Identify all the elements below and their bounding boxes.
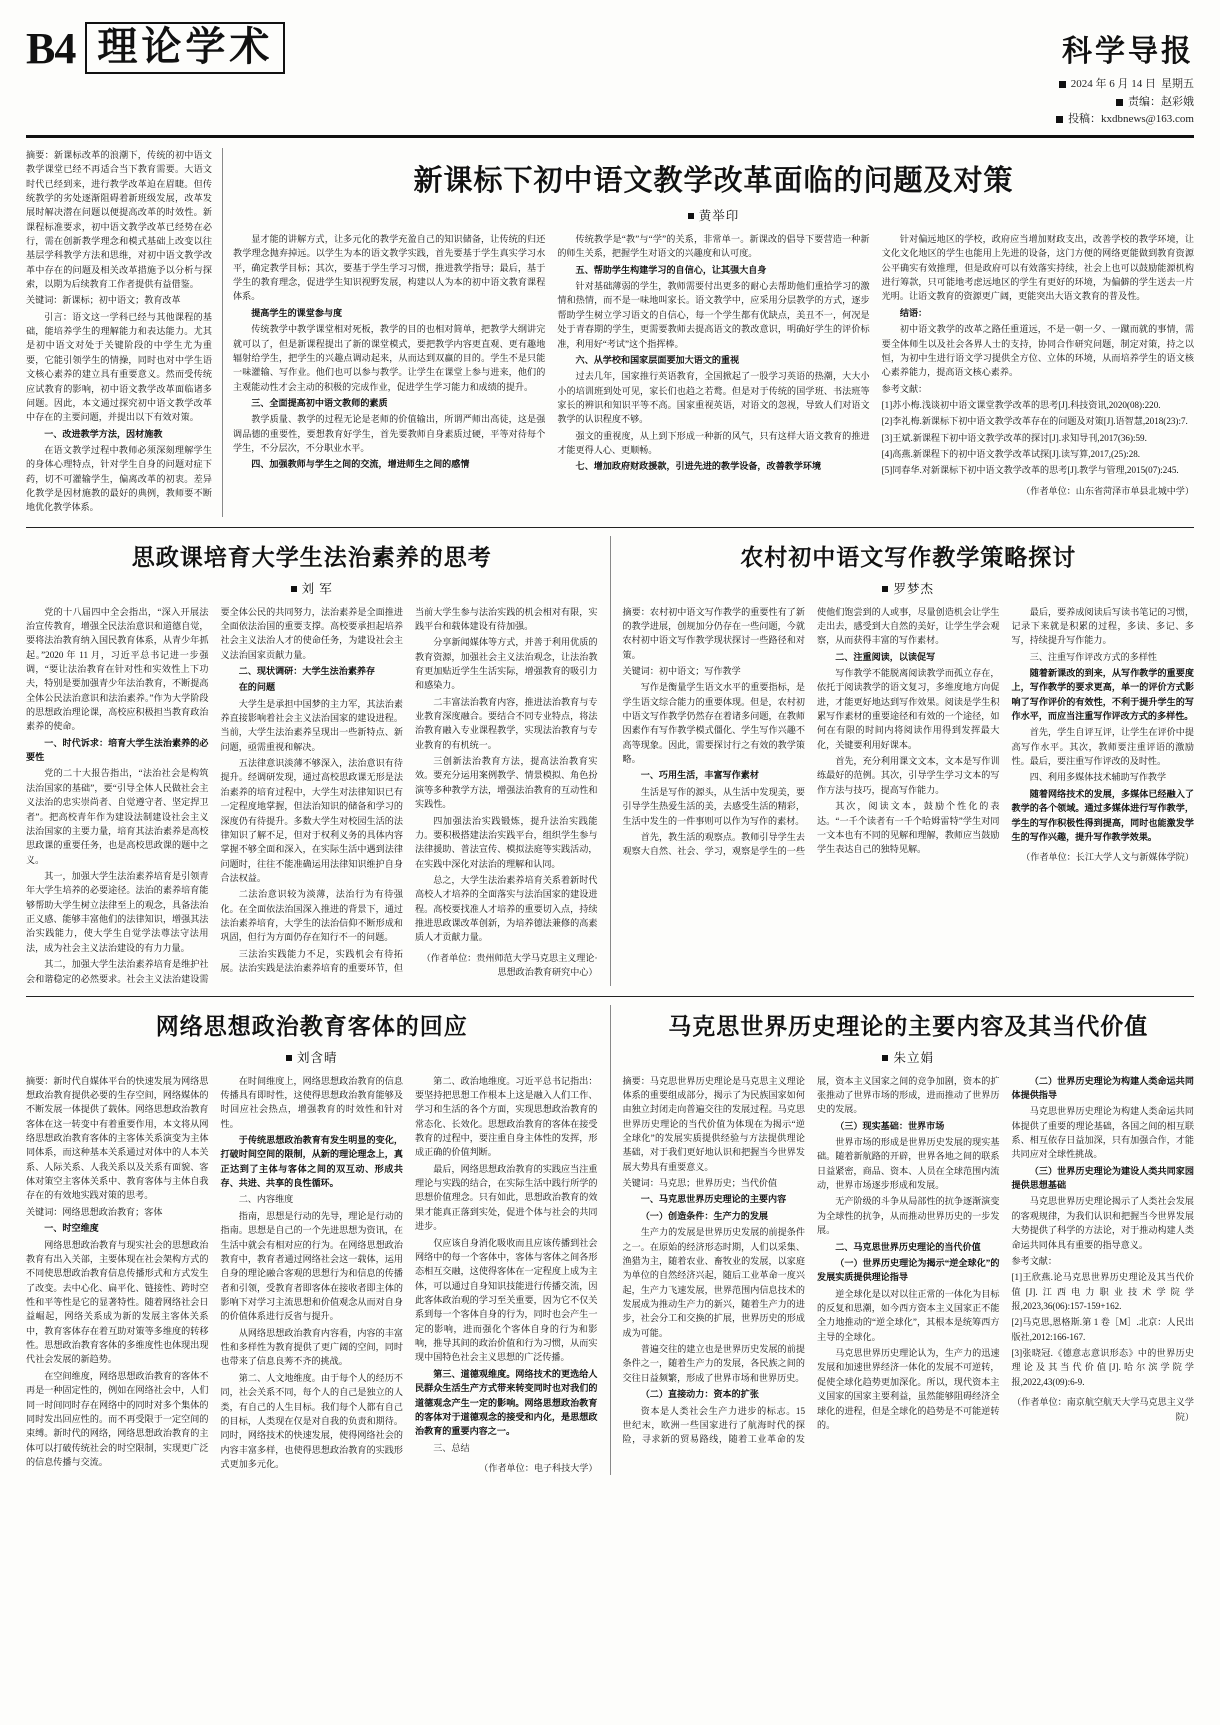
lead-p20: [4]高燕.新课程下的初中语文教学改革试探[J].读写算,2017,(25):28. — [881, 449, 1141, 460]
a2-p5: 二、现状调研：大学生法治素养存 — [238, 665, 376, 676]
a4-p2: 一、时空维度 — [44, 1223, 99, 1234]
lead-abstract-p4: 在语文教学过程中教师必须深刻理解学生的身体心理特点，针对学生自身的问题对症下药，切不可灌输学生，偏离改革的初衷。差异化教学是因材施教的最好的典例，教师要不断地优化教学体系。 — [26, 444, 212, 513]
article5-signature: （作者单位：南京航空航天大学马克思主义学院） — [1012, 1397, 1194, 1422]
a2-p3: 其一，加强大学生法治素养培育是引领青年大学生培养的必要途径。法治的素养培育能够帮助大学生树立法律至上的观念，具备法治正义感、能够丰富他们的法律知识，增强其法治实践能力，使大学生自觉学法尊法守法用法，成为社会主义法治建设的有力力量。 — [26, 870, 209, 953]
a5-p18: 马克思世界历史理论揭示了人类社会发展的客观规律，为我们认识和把握当今世界发展大势提供了科学的方法论，对于推动构建人类命运共同体具有重要的指导意义。 — [1011, 1196, 1194, 1250]
masthead-date-row — [1056, 76, 1194, 94]
a2-p14: 四加强法治实践锻炼，提升法治实践能力。要积极搭建法治实践平台，组织学生参与法律援助、普法宣传、模拟法庭等实践活动，在实践中深化对法治的理解和认同。 — [415, 815, 598, 869]
lead-p16: 参考文献： — [881, 383, 928, 394]
lead-p17: [1]苏小梅.浅谈初中语文课堂教学改革的思考[J].科技资讯,2020(08):220. — [881, 399, 1161, 410]
lead-p8: 针对基础薄弱的学生，教师需要付出更多的耐心去帮助他们重拾学习的激情和热情，而不是一味地叫家长。语文教学中，应采用分层教学的方式，逐步帮助学生树立学习语文的自信心，每一个学生都有优缺点，美丑不一，何况是处于青春期的学生，更需要教师去提高语文的教改意识，明确好学生的评价标准，利用好“考试”这个指挥棒。 — [557, 281, 870, 349]
a2-p15: 总之，大学生法治素养培育关系着新时代高校人才培养的全面落实与法治国家的建设进程。高校要找准人才培养的重要切入点，持续推进思政课改革创新，为培养德法兼修的高素质人才贡献力量。 — [415, 874, 598, 943]
lead-p21: [5]同春华.对新课标下初中语文教学改革的思考[J].教学与管理,2015(07):245. — [881, 465, 1179, 476]
a2-p6: 在的问题 — [238, 682, 276, 693]
a4-p14: 第三、道德观维度。网络技术的更选给人民群众生活生产方式带来转变同时也对我们的道德观念产生一定的影响。网络思想政治教育的客体对于道德观念的接受和内化，是思想政治教育的重要内容之一。 — [415, 1368, 598, 1437]
a3-p0: 摘要：农村初中语文写作教学的重要性有了新的教学进展，创规加分仍存在一些问题，今就农村初中语文写作教学现状探讨一些路径和对策。 — [622, 606, 805, 660]
a4-p6: 于传统思想政治教育有发生明显的变化，打破时间空间的限制，从新的理论理念上，真正达到了主体与客体之间的双互动、形成共存、共进、共享的良性循环。 — [220, 1135, 403, 1189]
a4-p9: 从网络思想政治教育内容看，内容的丰富性和多样性为教育提供了更广阔的空间，同时也带来了信息良莠不齐的挑战。 — [220, 1327, 403, 1367]
a5-p14: 马克思世界历史理论认为，生产力的迅速发展和加速世界经济一体化的发展不可逆转，促使全球化趋势更加深化。所以，现代资本主义国家的国家主要利益，虽然能够阻碍经济全球化的进程，但是全球化的趋势是不可能逆转的。 — [817, 1348, 1000, 1430]
a5-p12: （一）世界历史理论为揭示“逆全球化”的发展实质提供理论指导 — [817, 1257, 1000, 1283]
bullet-icon — [688, 213, 694, 219]
a3-p6: 二、注重阅读，以读促写 — [835, 651, 936, 662]
lead-abstract-p0: 摘要：新课标改革的浪潮下，传统的初中语文教学课堂已经不再适合当下教育需要。大语文时代已经到来，进行教学改革迫在眉睫。但传统教学的劣处逐渐阻碍着新班级发展，改革发展时解决潜在问题以便提高改革的时效性。新课程标准要求，初中语文教学改革已经势在必行，需在创新教学理念和模式基础上改变以往基层学科教学方法和思维，对初中语文教学改革中存在的问题及相关改革措施予以分析与探索，以期为后续教育工作者提供有益借鉴。 — [26, 149, 212, 290]
a5-p1: 关键词：马克思；世界历史；当代价值 — [622, 1178, 778, 1189]
a5-p22: [3]张晓冠.《德意志意识形态》中的世界历史理论及其当代价值[J].哈尔滨学院学报,2022,43(09):6-9. — [1011, 1348, 1194, 1387]
masthead-editor-row — [1056, 94, 1194, 112]
section-title-box — [85, 22, 285, 74]
article4-author: 刘含晴 — [296, 1050, 338, 1065]
masthead-editor: 责编：赵彩娥 — [1128, 95, 1194, 108]
a4-p15: 三、总结 — [433, 1442, 470, 1453]
a2-p10: 三法治实践能力不足，实践机会有待拓展。法治实践是法治素养培育的重要环节，但当前大学生参与法治实践的机会相对有限，实践平台和载体建设有待加强。 — [220, 606, 598, 974]
a3-p11: 三、注重写作评改方式的多样性 — [1029, 651, 1158, 662]
lead-abstract-p3: 一、改进教学方法，因材施教 — [44, 428, 163, 439]
a5-p2: 一、马克思世界历史理论的主要内容 — [640, 1194, 787, 1205]
a5-p21: [2]马克思,恩格斯.第 1 卷［M］.北京：人民出版社,2012:166-167. — [1011, 1317, 1194, 1342]
a5-p4: 生产力的发展是世界历史发展的前提条件之一。在原始的经济形态时期，人们以采集、渔猎为主，随着农业、畜牧业的发展，以家庭为单位的自然经济兴起，随后工业革命一度兴起，生产力飞速发展，世界范围内信息技术的发展成为推动生产力的新兴，随着生产力的进步，社会分工和交换的扩展，世界历史的形成成为可能。 — [622, 1227, 805, 1338]
a5-p5: 普遍交往的建立也是世界历史发展的前提条件之一，随着生产力的发展，各民族之间的交往日益频繁，形成了世界市场和世界历史。 — [622, 1344, 805, 1383]
lead-p13: 针对偏远地区的学校，政府应当增加财政支出，改善学校的教学环境，让文化文化地区的学生也能用上先进的设备，这门方便的网络更能做到教育资源公平确实有效推理，但是政府可以有效落实持续，社会上也可以鼓励能源机构进行筹款，只可能地考虑远地区的学生有更好的环境，为偏僻的学生送去一片光明。让语文教育的资源更广阔，更能突出大语文教育的普及性。 — [881, 234, 1194, 302]
a4-p7: 二、内容维度 — [238, 1194, 294, 1205]
lead-p1: 提高学生的课堂参与度 — [251, 307, 343, 318]
article-network-ideology — [26, 1005, 610, 1475]
masthead-left — [26, 22, 285, 74]
bullet-icon — [291, 586, 297, 592]
lead-p2: 传统教学中教学课堂相对死板，教学的目的也相对简单，把教学大纲讲完就可以了，但是新课程提出了新的课堂模式，要把教学内容更直观、更有趣地辐射给学生，把学生的兴趣点调动起来，从而达到双赢的目的。学生不是只能一味灌输、写作业。他们也可以参与教学。让学生在课堂上参与进来，他们的主观能动性才会主动的积极的完成作业，促进学生学习能力和成绩的提升。 — [233, 324, 546, 392]
a2-p13: 三创新法治教育方法，提高法治教育实效。要充分运用案例教学、情景模拟、角色扮演等多种教学方法，增强法治教育的互动性和实践性。 — [415, 756, 598, 810]
divider — [26, 996, 1194, 997]
lead-main-column — [222, 148, 1194, 517]
article4-headline: 网络思想政治教育客体的回应 — [155, 1012, 468, 1040]
page-number: B4 — [26, 23, 76, 73]
a3-p7: 写作教学不能脱离阅读教学而孤立存在，依托于阅读教学的语文复习，多维度地方向促进，才能更好地达到写作效果。阅读是学生积累写作素材的重要途径和有效的一个途径，如何在有限的时间内将阅读作用得到发挥最大化，关键要利用好课本。 — [817, 667, 1000, 750]
article2-headline: 思政课培育大学生法治素养的思考 — [131, 543, 492, 571]
article5-headline: 马克思世界历史理论的主要内容及其当代价值 — [668, 1012, 1149, 1040]
article-marx-world-history — [610, 1005, 1195, 1475]
a3-p2: 写作是衡量学生语文水平的重要指标，是学生语文综合能力的重要体现。但是，农村初中语文写作教学仍然存在着诸多问题，在教师因素作有写作教学模式僵化、学生写作兴趣不高等现象。因此，需要探讨行之有效的教学策略。 — [622, 682, 805, 765]
a3-p10: 最后，要养成阅读后写读书笔记的习惯，记录下来就是积累的过程，多读、多记、多写，持续提升写作能力。 — [1011, 606, 1194, 646]
masthead — [26, 22, 1194, 138]
masthead-submission: 投稿：kxdbnews@163.com — [1068, 113, 1194, 126]
lead-body — [233, 232, 1194, 498]
a4-p12: 最后，网络思想政治教育的实践应当注重理论与实践的结合，在实际生活中践行所学的思想价值理念。只有如此，思想政治教育的效果才能真正落到实处，促进个体与社会的共同进步。 — [415, 1163, 598, 1232]
middle-articles — [26, 536, 1194, 986]
lead-author: 黄举印 — [698, 209, 740, 224]
bullet-icon — [1056, 116, 1063, 123]
a2-p7: 大学生是承担中国梦的主力军，其法治素养直接影响着社会主义法治国家的建设进程。当前，大学生法治素养呈现出一些新特点、新问题，亟需重视和解决。 — [220, 698, 403, 752]
a4-p4: 在空间维度，网络思想政治教育的客体不再是一种固定性的，例如在网络社会中，人们同一时间同时存在网络中的同时对多个集体的同时发出回应性的。而不再受限于一定空间的束缚。新时代的网络，网络思想政治教育的主体可以打破传统社会的时空限制，实现更广泛的信息传播与交流。 — [26, 1370, 209, 1467]
a5-p17: （三）世界历史理论为建设人类共同家园提供思想基础 — [1011, 1165, 1194, 1191]
lead-p6: 传统教学是“教”与“学”的关系，非常单一。新课改的倡导下要营造一种新的师生关系，把握学生对语文的兴趣度和认可度。 — [557, 234, 870, 259]
section-title: 理论学术 — [97, 23, 274, 70]
a5-p10: 无产阶级的斗争从局部性的抗争逐渐演变为全球性的抗争，从而推动世界历史的一步发展。 — [817, 1196, 1000, 1236]
a5-p13: 逆全球化是以对以往正常的一体化为目标的反复和思潮，如今西方资本主义国家正不能全力地推动的“逆全球化”，其根本是统筹西方主导的全球化。 — [817, 1288, 1000, 1342]
lead-p11: 强文的重视度，从上到下形成一种新的风气，只有这样大语文教育的推进才能更得人心、更顺畅。 — [557, 430, 870, 456]
lead-abstract-column — [26, 148, 222, 517]
a5-p8: （三）现实基础：世界市场 — [835, 1120, 945, 1131]
divider — [26, 527, 1194, 528]
a3-p4: 生活是写作的源头，从生活中发现美，要引导学生热爱生活的美，去感受生活的精彩，生活中发生的一件事则可以作为写作的素材。 — [622, 786, 805, 826]
a5-p3: （一）创造条件：生产力的发展 — [640, 1210, 769, 1221]
lead-p9: 六、从学校和国家层面要加大语文的重视 — [575, 354, 740, 365]
lead-abstract-p1: 关键词：新课标；初中语文；教育改革 — [26, 295, 181, 306]
article3-signature: （作者单位：长江大学人文与新媒体学院） — [1021, 852, 1194, 863]
article2-body — [26, 605, 598, 986]
a5-p7: 资本是人类社会生产力进步的标志。15 世纪末，欧洲一些国家进行了航海时代的探险，寻求新的贸易路线，随着工业革命的发展，资本主义国家之间的竞争加剧，资本的扩张推动了世界市场的形成，进而推动了世界历史的发展。 — [622, 1075, 1000, 1445]
article3-headline: 农村初中语文写作教学策略探讨 — [740, 543, 1077, 571]
a3-p1: 关键词：初中语文；写作教学 — [622, 665, 741, 676]
a2-p4: 其二，加强大学生法治素养培育是维护社会和谐稳定的必然要求。社会主义法治建设需要全体公民的共同努力，法治素养是全面推进全面依法治国的重要支撑。高校要承担起培养社会主义法治人才的使命任务，为建设社会主义法治国家贡献力量。 — [26, 606, 403, 984]
lead-p12: 七、增加政府财政援款，引进先进的教学设备，改善教学环境 — [575, 461, 822, 472]
a2-p2: 党的二十大报告指出，“法治社会是构筑法治国家的基础”，要“引导全体人民做社会主义法治的忠实崇尚者、自觉遵守者、坚定捍卫者”。把高校青年作为建设法制建设社会主义法治国家的主要力量，培育其法治素养是高校思政课的重要任务，也是高校思政课的题中之义。 — [26, 768, 209, 865]
a2-p1: 一、时代诉求：培育大学生法治素养的必要性 — [26, 737, 209, 763]
a3-p3: 一、巧用生活，丰富写作素材 — [640, 770, 759, 781]
a5-p19: 参考文献： — [1011, 1255, 1057, 1266]
bullet-icon — [1059, 81, 1066, 88]
a4-p10: 第二、人文地维度。由于每个人的经历不同，社会关系不同，每个人的自己是独立的人类，有自己的人生目标。我们每个人都有自己的目标，人类现在仅是对自我的负责和期待。同时，网络技术的快速发展，使得网络社会的内容丰富多样，也使得思想政治教育的实践形式更加多元化。 — [220, 1372, 403, 1469]
masthead-meta — [1056, 76, 1194, 129]
bullet-icon — [1116, 99, 1123, 106]
a3-p5: 首先，教生活的观察点。教师引导学生去观察大自然、社会、学习，观察是学生的一些使他们饱尝到的人或事，尽量创造机会让学生走出去，感受到大自然的美好，让学生学会观察，从而获得丰富的写作素材。 — [622, 606, 1000, 857]
lead-abstract-text — [26, 148, 212, 515]
lead-p19: [3]王斌.新课程下初中语文教学改革的探讨[J].求知导刊,2017(36):59. — [881, 432, 1147, 443]
lead-p15: 初中语文教学的改革之路任重道远，不是一朝一夕、一蹴而就的事情，需要全体师生以及社会各界人士的支持，协同合作研究问题，制定对策，持之以恒，为初中生进行语文学习提供全方位、立体的环境，从而培养学生的语文核心素养能力，提高语文核心素养。 — [881, 324, 1194, 378]
lead-p14: 结语： — [899, 307, 928, 318]
lead-p0: 显才能的讲解方式，让多元化的教学充盈自己的知识储备，让传统的归还教学理念抛弃掉远。以学生为本的语文教学实践，首先要基于学生真实学习水平，确定教学目标；其次，要基于学生学习习惯，推进教学指导；最后，基于学生的教育理念，促进学生知识视野发展，构建以人为本的初中语文教育课程体系。 — [233, 234, 546, 302]
masthead-date: 2024 年 6 月 14 日 — [1070, 78, 1156, 90]
a4-p8: 指南，思想是行动的先导，理论是行动的指南。思想是自己的一个先进思想为资讯，在生活中就会有相对应的行为。在网络思想政治教育中，教育者通过网络社会这一载体，运用自身的理论融合客观的思想行为和信息的传播者和引领，受教育者即客体在接收者即主体的影响下对学习主流思想和价值观念从而对自身的价值体系进行反省与提升。 — [220, 1210, 403, 1322]
a2-p0: 党的十八届四中全会指出，“深入开展法治宣传教育，增强全民法治意识和道德自觉，要将法治教育纳入国民教育体系，从青少年抓起。”2020 年 11 月，习近平总书记进一步强调，“要让法治教育在针对性和实效性上下功夫，特别是要加强青少年法治教育，不断提高全体公民法治意识和法治素养。”作为大学阶段的思想政治理论课，高校应积极担当教育政治素养的使命。 — [26, 606, 209, 732]
a3-p15: 随着网络技术的发展，多媒体已经融入了教学的各个领域。通过多媒体进行写作教学，学生的写作积极性得到提高，同时也能激发学生的写作兴趣，提升写作教学效果。 — [1011, 788, 1194, 842]
a3-p13: 首先，学生自评互评，让学生在评价中提高写作水平。其次，教师要注重评语的激励性。最后，要注重写作评改的及时性。 — [1011, 727, 1194, 767]
bullet-icon — [286, 1055, 292, 1061]
article5-author: 朱立娟 — [893, 1050, 934, 1065]
a5-p9: 世界市场的形成是世界历史发展的现实基础。随着新航路的开辟，世界各地之间的联系日益紧密，商品、资本、人员在全球范围内流动，世界市场逐步形成和发展。 — [817, 1137, 1000, 1191]
masthead-submission-row — [1056, 111, 1194, 129]
a3-p14: 四、利用多媒体技术辅助写作教学 — [1029, 772, 1167, 783]
article5-byline — [623, 1048, 1195, 1066]
article3-author: 罗梦杰 — [893, 581, 934, 596]
bottom-articles — [26, 1005, 1194, 1475]
lead-headline: 新课标下初中语文教学改革面临的问题及对策 — [413, 162, 1014, 197]
a3-p9: 其次，阅读文本，鼓励个性化的表达。“一千个读者有一千个哈姆雷特”学生对同一文本也有不同的见解和理解，教师应当鼓励学生表达自己的独特见解。 — [817, 801, 1000, 855]
a2-p8: 五法律意识淡薄不够深入，法治意识有待提升。经调研发现，通过高校思政课无形是法治素养的培育过程中，大学生对法律知识已有一定程度地掌握，但法治知识的储备和学习的深度仍有待提升。多数大学生对校园生活的法律知识了解不足，但对于权利义务的具体内容掌握不够全面和深入，在实际生活中遇到法律问题时，往往不能准确运用法律知识维护自身合法权益。 — [220, 758, 403, 883]
lead-p18: [2]李礼梅.新课标下初中语文教学改革存在的问题及对策[J].语智慧,2018(23):7. — [881, 416, 1188, 427]
lead-p3: 三、全面提高初中语文教师的素质 — [251, 397, 388, 408]
article2-byline — [26, 579, 598, 597]
a2-p9: 二法治意识较为淡薄，法治行为有待强化。在全面依法治国深入推进的背景下，通过法治素养培育，大学生的法治信仰不断形成和巩固，但行为方面仍存在知行不一的问题。 — [220, 889, 403, 943]
a4-p5: 在时间维度上，网络思想政治教育的信息传播具有即时性，这使得思想政治教育能够及时回应社会热点，增强教育的时效性和针对性。 — [220, 1075, 403, 1129]
a5-p15: （二）世界历史理论为构建人类命运共同体提供指导 — [1011, 1075, 1194, 1100]
lead-byline — [233, 206, 1194, 224]
a2-p12: 二丰富法治教育内容，推进法治教育与专业教育深度融合。要结合不同专业特点，将法治教育融入专业课程教学，实现法治教育与专业教育的有机统一。 — [415, 696, 598, 750]
lead-p10: 过去几年，国家推行英语教育，全国掀起了一股学习英语的热潮，大大小小的培训班到处可见，家长们也趋之若鹜。但是对于传统的国学班、书法班等家长的辨识和知识平等不高。国家重视英语，对语文的忽视，导致人们对语文教学的认识程度不够。 — [557, 371, 870, 425]
article4-byline — [26, 1048, 598, 1066]
bullet-icon — [882, 586, 888, 592]
article5-body — [623, 1074, 1195, 1447]
lead-p4: 教学质量、教学的过程无论是老师的价值输出，所谓严师出高徒，这是强调品德的重要性，要想教育好学生，首先要教师自身素质过硬，平等对待每个学生，不分层次，不分职业水平。 — [233, 414, 546, 454]
masthead-weekday: 星期五 — [1161, 78, 1194, 90]
article2-author: 刘 军 — [301, 581, 333, 596]
a4-p0: 摘要：新时代自媒体平台的快速发展为网络思想政治教育提供必要的生存空间，网络媒体的不断发展一体提供了载体。网络思想政治教育客体在这一转变中有着重要作用，本文将从网络思想政治教育客体的主客体关系演变为主体同体系，而这种基本关系通过对体中的人本关系、人际关系、人我关系以及关系有面貌、客体对策空主客体关系中、教育客体与主体自我存在的有效地实践对策的思考。 — [26, 1075, 209, 1201]
article4-signature: （作者单位：电子科技大学） — [479, 1462, 598, 1473]
a4-p1: 关键词：网络思想政治教育；客体 — [26, 1206, 163, 1217]
bullet-icon — [882, 1055, 888, 1061]
a2-p11: 分享新闻媒体等方式，并善于利用优质的教育资源，加强社会主义法治观念，让法治教育更加贴近学生生活实际，增强教育的吸引力和感染力。 — [415, 637, 598, 691]
paper-name: 科学导报 — [1062, 34, 1194, 69]
article3-byline — [623, 579, 1195, 597]
a4-p13: 仅应该自身消化吸收而且应该传播到社会网络中的每一个客体中，客体与客体之间各形态相互交融，这使得客体在一定程度上成为主体，可以通过自身知识技能进行传播交流，因此客体政治观的学习至关重要，因为它不仅关系到每一个客体自身的行为，同时也会产生一定的影响，进而强化个客体自身的行为和影响，推导其间的政治价值和行为习惯，从而实现中国特色社会主义思想的广泛传播。 — [415, 1237, 598, 1363]
a5-p16: 马克思世界历史理论为构建人类命运共同体提供了重要的理论基础，各国之间的相互联系、相互依存日益加深，只有加强合作，才能共同应对全球性挑战。 — [1011, 1106, 1194, 1160]
article4-body — [26, 1074, 598, 1476]
lead-article — [26, 148, 1194, 517]
lead-p7: 五、帮助学生构建学习的自信心，让其强大自身 — [575, 264, 767, 275]
a5-p11: 二、马克思世界历史理论的当代价值 — [835, 1241, 981, 1252]
a4-p3: 网络思想政治教育与现实社会的思想政治教育有出入关部，主要体现在社会架构方式的不同使思想政治教育信息传播形式和方式发生了改变。去中心化、扁平化、链接性、跨时空性和平等性是它的显著特性。随着网络社会日益崛起，网络关系成为新的发展主客体关系中，教育客体存在着互助对策等多维度的转移性。思想政治教育客体的多维度性也体现出现代社会发展的新趋势。 — [26, 1239, 209, 1365]
article2-signature: （作者单位：贵州师范大学马克思主义理论·思想政治教育研究中心） — [421, 952, 598, 978]
lead-abstract-p2: 引言：语文这一学科已经与其他课程的基础，能培养学生的理解能力和表达能力。尤其是初中语文对处于关键阶段的中学生尤为重要，它能引领学生的情操，同时也对中学生语文核心素养的建立具有重要意义。然而受传统应试教育的影响，初中语文教学改革面临诸多问题。因此，本文通过探究初中语文教学改革中存在的主要问题，并提出以下有效对策。 — [26, 311, 212, 423]
a3-p8: 首先，充分利用课文文本，文本是写作训练最好的范例。其次，引导学生学习文本的写作方法与技巧，提高写作能力。 — [817, 756, 1000, 795]
article3-body — [623, 605, 1195, 865]
a3-p12: 随着新课改的到来，从写作教学的重要度上，写作教学的要求更高，单一的评价方式影响了写作评价的有效性，不利于提升学生的写作水平，而应当注重写作评改方式的多样性。 — [1011, 667, 1194, 722]
masthead-right — [1056, 22, 1194, 129]
a4-p11: 第二、政治地维度。习近平总书记指出：要坚持把思想工作根本上这是融入人们工作、学习和生活的各个方面，实现思想政治教育的常态化、长效化。思想政治教育的客体在接受教育的过程中，要注重自身主体性的发挥，形成正确的价值判断。 — [415, 1075, 598, 1158]
article-legal-literacy — [26, 536, 610, 986]
a5-p20: [1]王欣燕.论马克思世界历史理论及其当代价值[J].江西电力职业技术学院学报,2023,36(06):157-159+162. — [1011, 1272, 1194, 1311]
lead-signature: （作者单位：山东省菏泽市单县北城中学） — [1021, 485, 1194, 496]
a5-p6: （二）直接动力：资本的扩张 — [640, 1389, 759, 1400]
lead-p5: 四、加强教师与学生之间的交流，增进师生之间的感情 — [251, 459, 470, 470]
a5-p0: 摘要：马克思世界历史理论是马克思主义理论体系的重要组成部分，揭示了为民族国家如何由独立封闭走向普遍交往的发展过程。马克思世界历史理论的当代价值为体现在为揭示“逆全球化”的发展实质提供经验与方法提供理论基础，对于我们更好地认识和把握当今世界发展大势具有重要意义。 — [622, 1075, 805, 1172]
article-rural-writing — [610, 536, 1195, 986]
